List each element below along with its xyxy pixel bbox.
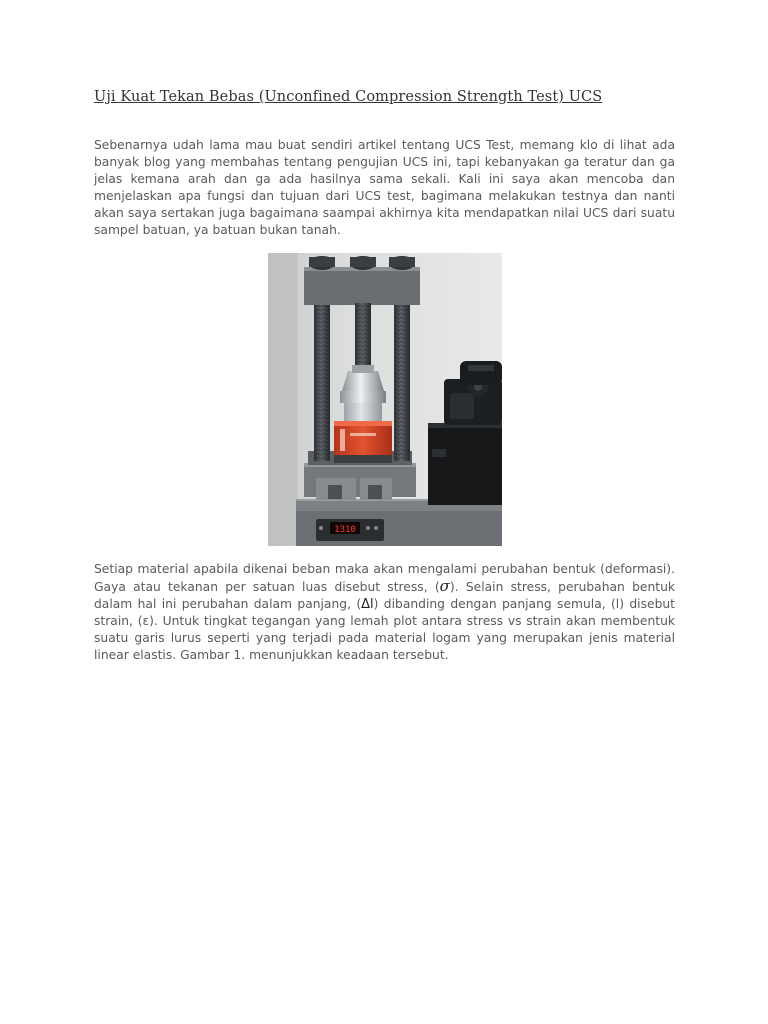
hydraulic-pump [428, 423, 502, 505]
theory-text-3: ) dibanding dengan panjang semula, (l) disebut strain, (ε). Untuk tingkat tegangan yang lemah plot antara stress vs strain akan membentuk suatu garis lurus seperti yang terjadi pada material logam yang merupakan jenis material linear elastis. Gambar 1. menunjukkan keadaan tersebut. [94, 597, 675, 662]
article-title: Uji Kuat Tekan Bebas (Unconfined Compression Strength Test) UCS [94, 89, 603, 105]
top-crossbar [304, 267, 420, 305]
delta-l-symbol: Δl [361, 597, 374, 612]
theory-text-2: ). Selain stress, perubahan bentuk dalam hal ini perubahan dalam panjang, ( [94, 580, 675, 611]
ucs-test-machine-photo [268, 253, 502, 546]
upper-platen [342, 371, 384, 391]
theory-paragraph [94, 561, 675, 664]
intro-paragraph: Sebenarnya udah lama mau buat sendiri artikel tentang UCS Test, memang klo di lihat ada banyak blog yang membahas tentang pengujian UCS ini, tapi kebanyakan ga teratur dan ga jelas kemana arah dan ga ada hasilnya sama sekali. Kali ini saya akan mencoba dan menjelaskan apa fungsi dan tujuan dari UCS test, bagimana melakukan testnya dan nanti akan saya sertakan juga bagaimana saampai akhirnya kita mendapatkan nilai UCS dari suatu sampel batuan, ya batuan bukan tanah. [94, 138, 675, 237]
theory-text-1: Setiap material apabila dikenai beban maka akan mengalami perubahan bentuk (deformasi). Gaya atau tekanan per satuan luas disebut stress, ( [94, 562, 675, 594]
display-reading: 1310 [334, 525, 356, 535]
sigma-symbol: σ [439, 577, 450, 595]
